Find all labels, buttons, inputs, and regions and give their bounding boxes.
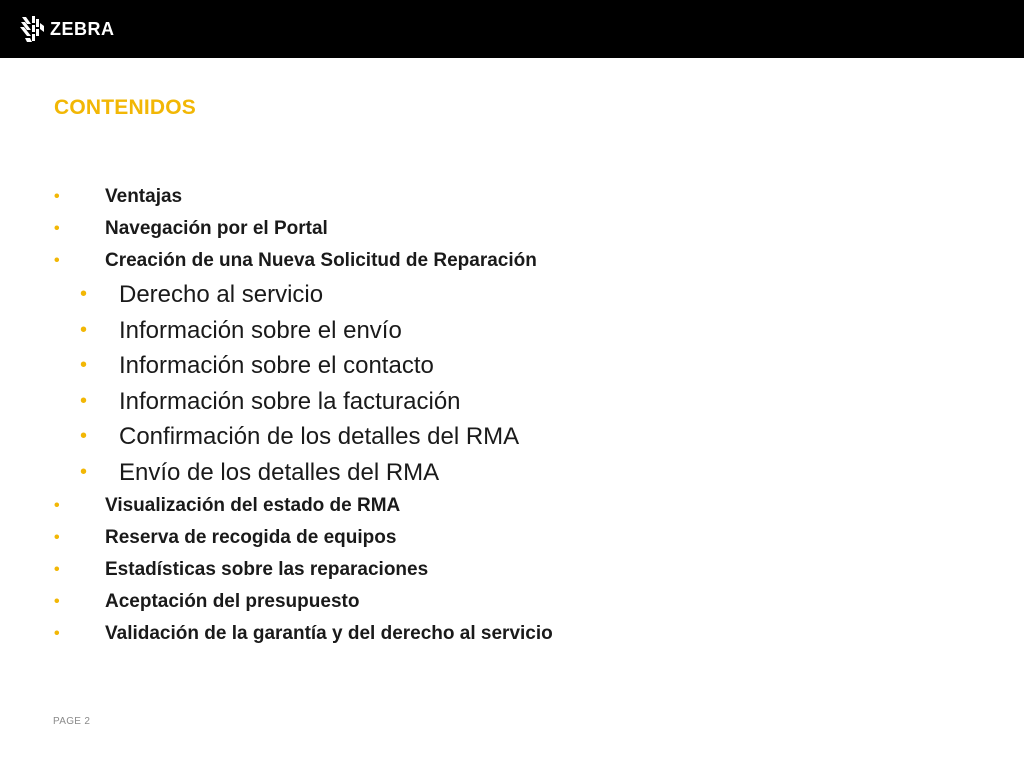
bullet-icon: • — [80, 318, 88, 341]
zebra-head-icon — [20, 14, 46, 44]
bullet-icon: • — [54, 252, 60, 269]
sub-list-item — [0, 313, 553, 349]
bullet-icon: • — [54, 561, 60, 578]
list-item-text: Estadísticas sobre las reparaciones — [105, 559, 429, 580]
header-bar — [0, 0, 1024, 58]
list-item — [0, 245, 553, 277]
list-item-text: Información sobre el contacto — [119, 352, 434, 379]
sub-list-item — [0, 384, 553, 420]
list-item — [0, 213, 553, 245]
sub-list-item — [0, 455, 553, 491]
page-number: PAGE 2 — [53, 716, 91, 727]
bullet-icon: • — [80, 283, 88, 305]
list-item-text: Aceptación del presupuesto — [105, 591, 360, 612]
list-item-text: Derecho al servicio — [119, 281, 324, 308]
bullet-icon: • — [54, 188, 60, 205]
bullet-icon: • — [80, 460, 88, 483]
page-title: CONTENIDOS — [54, 96, 197, 119]
logo-text: ZEBRA — [50, 19, 115, 39]
list-item-text: Información sobre la facturación — [119, 387, 461, 415]
list-item-text: Creación de una Nueva Solicitud de Reparación — [105, 250, 537, 271]
bullet-icon: • — [54, 497, 60, 514]
bullet-icon: • — [54, 220, 60, 237]
bullet-icon: • — [80, 354, 88, 376]
sub-list-item — [0, 348, 553, 384]
list-item-text: Confirmación de los detalles del RMA — [119, 423, 520, 450]
list-item-text: Ventajas — [105, 186, 183, 207]
list-item — [0, 554, 553, 586]
list-item — [0, 181, 553, 213]
bullet-icon: • — [80, 425, 88, 447]
bullet-icon: • — [54, 593, 60, 610]
sub-list-item — [0, 419, 553, 455]
bullet-icon: • — [54, 625, 60, 642]
list-item-text: Validación de la garantía y del derecho al servicio — [105, 623, 553, 644]
list-item-text: Envío de los detalles del RMA — [119, 458, 440, 486]
list-item — [0, 490, 553, 522]
list-item-text: Reserva de recogida de equipos — [105, 527, 397, 548]
list-item-text: Información sobre el envío — [119, 316, 402, 344]
bullet-icon: • — [80, 389, 88, 412]
list-item-text: Visualización del estado de RMA — [105, 495, 401, 516]
list-item-text: Navegación por el Portal — [105, 218, 328, 239]
list-item — [0, 618, 553, 650]
list-item — [0, 586, 553, 618]
bullet-icon: • — [54, 529, 60, 546]
contents-list — [0, 181, 553, 650]
sub-list-item — [0, 277, 553, 313]
list-item — [0, 522, 553, 554]
zebra-logo — [20, 13, 115, 45]
